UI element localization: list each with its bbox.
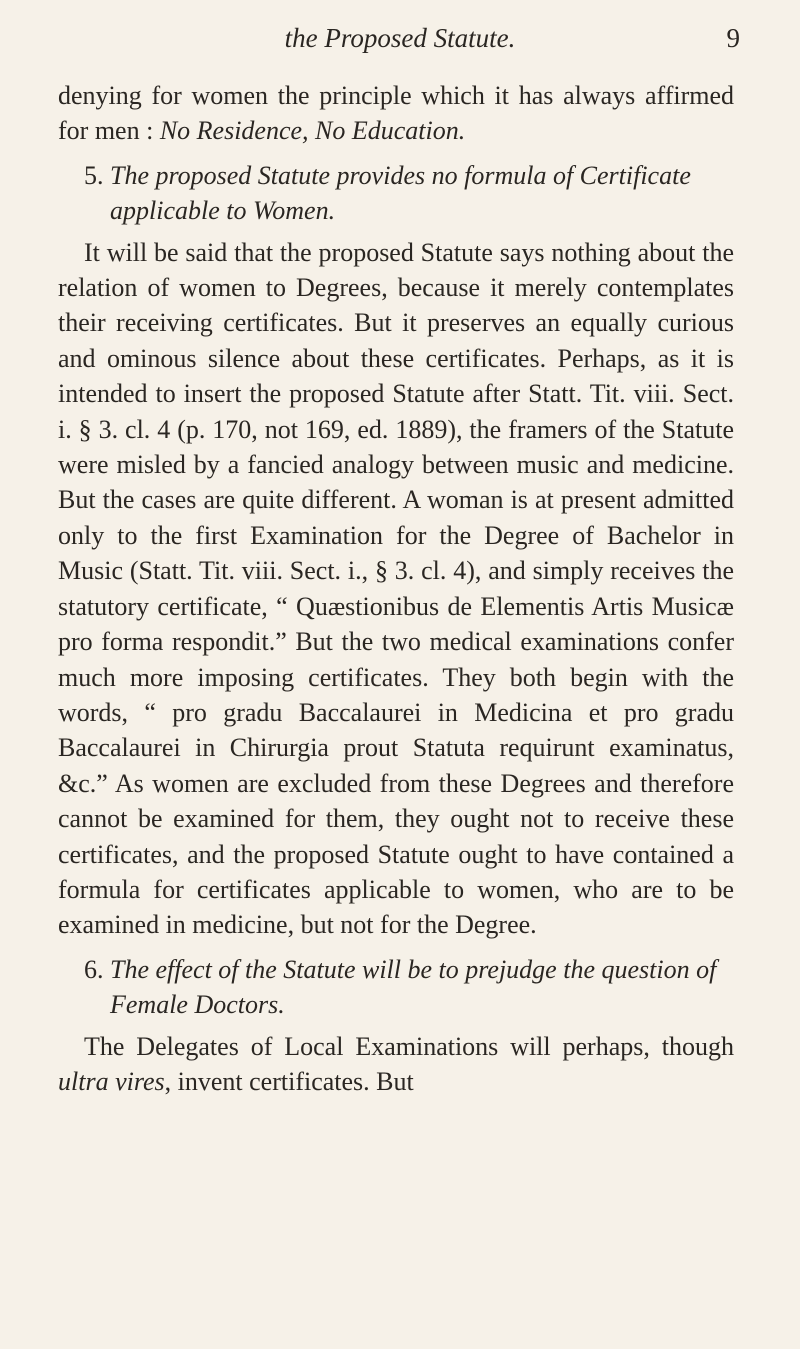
section-number-5: 5. [84,160,104,190]
section-number-6: 6. [84,954,104,984]
page-number: 9 [726,23,740,53]
paragraph-main: It will be said that the proposed Statute says nothing about the relation of women to Degrees, because it merely contemplates their receiving certificates. But it preserves an equally curious and ominous silence about these certificates. Perhaps, as it is intended to insert the proposed Statute after Statt. Tit. viii. Sect. i. § 3. cl. 4 (p. 170, not 169, ed. 1889), the framers of the Statute were misled by a fancied analogy between music and medicine. But the cases are quite different. A woman is at present admitted only to the first Examination for the Degree of Bachelor in Music (Statt. Tit. viii. Sect. i., § 3. cl. 4), and simply receives the statutory certificate, “ Quæstionibus de Elementis Artis Musicæ pro forma respondit.” But the two medical examinations confer much more imposing certificates. They both begin with the words, “ pro gradu Baccalaurei in Medicina et pro gradu Baccalaurei in Chirurgia prout Statuta requirunt examinatus, &c.” As women are excluded from these Degrees and therefore cannot be examined for them, they ought not to receive these certificates, and the proposed Statute ought to have contained a formula for certificates applicable to women, who are to be examined in medicine, but not for the Degree. [58,237,734,940]
section-heading-6 [58,952,734,1023]
paragraph-last-text-before: The Delegates of Local Examinations will perhaps, though [84,1031,734,1061]
paragraph-last-italic: ultra vires [58,1066,165,1096]
section-heading-5 [58,158,734,229]
paragraph-intro-italic: No Residence, No Education. [159,116,466,146]
paragraph-last [58,1029,734,1100]
paragraph-last-text-after: , invent certificates. But [164,1066,414,1096]
running-title: the Proposed Statute. [284,23,516,53]
paragraph-intro [58,78,734,149]
section-title-6: The effect of the Statute will be to prejudge the question of Female Doctors. [110,954,717,1020]
section-title-5: The proposed Statute provides no formula of Certificate applicable to Women. [110,160,691,226]
running-head [60,18,740,58]
body-text [58,78,734,1099]
paragraph-intro-text: denying for women the principle which it has always affirmed for men : [58,81,734,146]
